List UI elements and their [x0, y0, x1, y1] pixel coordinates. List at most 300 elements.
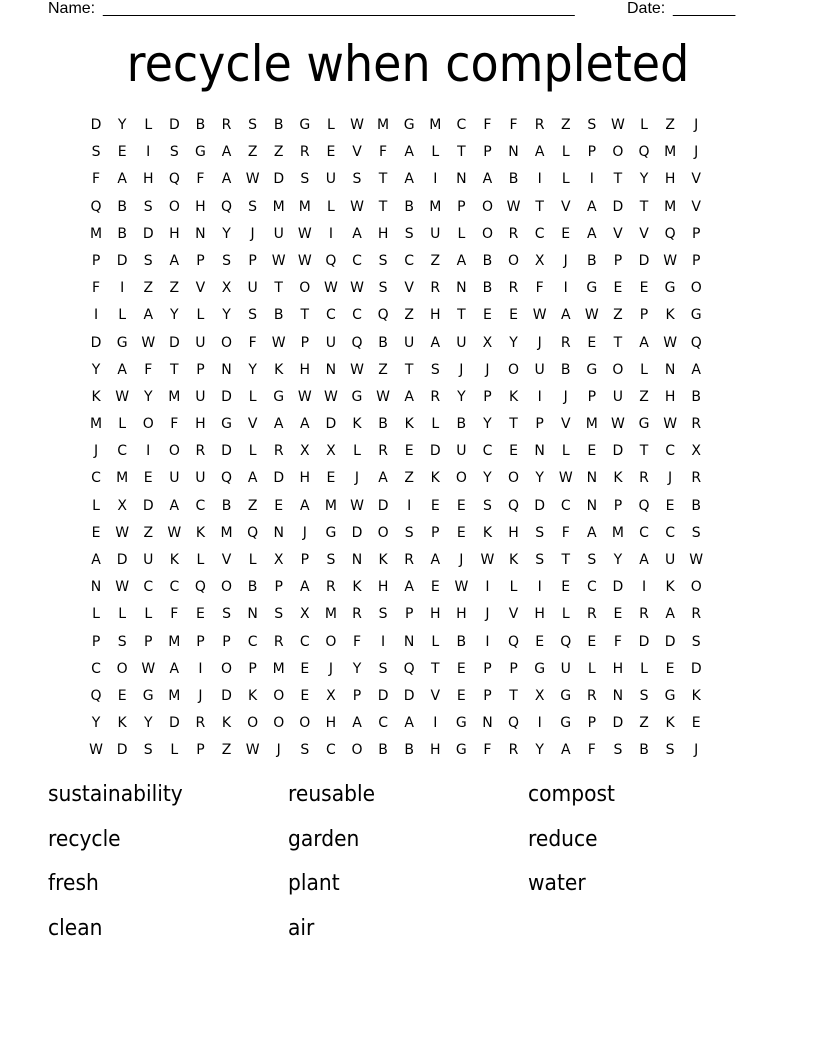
grid-letter[interactable]: P [352, 687, 362, 704]
grid-letter[interactable]: N [403, 633, 415, 650]
date-field[interactable]: _______ [673, 0, 736, 17]
grid-letter[interactable]: C [143, 579, 154, 596]
grid-letter[interactable]: R [195, 443, 206, 460]
grid-letter[interactable]: B [404, 742, 414, 759]
grid-letter[interactable]: V [560, 198, 571, 215]
grid-letter[interactable]: I [537, 171, 542, 188]
grid-letter[interactable]: E [195, 606, 205, 623]
grid-letter[interactable]: V [508, 606, 519, 623]
grid-letter[interactable]: W [271, 334, 286, 351]
grid-letter[interactable]: Y [117, 117, 127, 133]
grid-letter[interactable]: B [482, 280, 493, 297]
grid-letter[interactable]: S [248, 198, 258, 215]
grid-letter[interactable]: S [117, 633, 127, 650]
grid-letter[interactable]: P [587, 388, 597, 405]
grid-letter[interactable]: W [350, 117, 364, 133]
grid-letter[interactable]: G [586, 361, 598, 378]
grid-letter[interactable]: A [639, 552, 649, 568]
grid-letter[interactable]: T [639, 443, 649, 460]
grid-letter[interactable]: P [274, 579, 283, 596]
grid-letter[interactable]: P [300, 552, 310, 568]
grid-letter[interactable]: F [92, 171, 101, 188]
grid-letter[interactable]: E [587, 633, 597, 650]
grid-letter[interactable]: C [326, 742, 336, 759]
grid-letter[interactable]: P [587, 144, 597, 161]
grid-letter[interactable]: W [532, 307, 547, 324]
grid-letter[interactable]: A [456, 252, 467, 269]
grid-letter[interactable]: V [560, 416, 571, 433]
grid-letter[interactable]: E [430, 497, 440, 514]
grid-letter[interactable]: R [508, 280, 519, 297]
grid-letter[interactable]: P [222, 633, 231, 650]
grid-letter[interactable]: I [381, 633, 386, 650]
grid-letter[interactable]: C [639, 524, 649, 541]
grid-letter[interactable]: U [169, 470, 180, 487]
grid-letter[interactable]: O [168, 198, 180, 215]
grid-letter[interactable]: D [325, 416, 337, 433]
grid-letter[interactable]: N [456, 171, 467, 188]
grid-letter[interactable]: T [561, 552, 571, 568]
grid-letter[interactable]: A [404, 715, 414, 732]
grid-letter[interactable]: U [247, 280, 258, 297]
grid-letter[interactable]: L [509, 579, 518, 596]
grid-letter[interactable]: V [195, 280, 206, 297]
grid-letter[interactable]: F [144, 361, 153, 378]
grid-letter[interactable]: A [91, 552, 101, 568]
grid-letter[interactable]: A [404, 388, 414, 405]
grid-letter[interactable]: K [665, 715, 675, 732]
grid-letter[interactable]: A [117, 361, 127, 378]
grid-letter[interactable]: G [455, 742, 467, 759]
grid-letter[interactable]: Z [430, 252, 441, 269]
grid-letter[interactable]: Q [638, 497, 650, 514]
grid-letter[interactable]: W [558, 470, 573, 487]
grid-letter[interactable]: S [430, 361, 440, 378]
grid-letter[interactable]: C [482, 443, 493, 460]
grid-letter[interactable]: G [273, 388, 285, 405]
grid-letter[interactable]: R [586, 606, 597, 623]
grid-letter[interactable]: L [144, 117, 153, 133]
grid-letter[interactable]: W [506, 198, 521, 215]
grid-letter[interactable]: W [350, 198, 364, 215]
grid-letter[interactable]: D [403, 687, 415, 704]
grid-letter[interactable]: E [456, 524, 466, 541]
grid-letter[interactable]: E [535, 633, 545, 650]
grid-letter[interactable]: V [691, 171, 701, 188]
grid-letter[interactable]: C [91, 660, 101, 677]
grid-letter[interactable]: J [302, 524, 307, 541]
grid-letter[interactable]: D [534, 497, 546, 514]
grid-letter[interactable]: Q [351, 334, 363, 351]
grid-letter[interactable]: F [196, 171, 205, 188]
grid-letter[interactable]: E [91, 524, 101, 541]
grid-letter[interactable]: P [691, 225, 701, 242]
grid-letter[interactable]: E [117, 144, 127, 161]
grid-letter[interactable]: C [117, 443, 128, 460]
grid-letter[interactable]: R [430, 280, 441, 297]
grid-letter[interactable]: K [378, 552, 388, 568]
grid-letter[interactable]: C [352, 307, 362, 324]
grid-letter[interactable]: D [142, 497, 154, 514]
grid-letter[interactable]: I [485, 633, 490, 650]
grid-letter[interactable]: A [169, 497, 180, 514]
grid-letter[interactable]: G [534, 660, 546, 677]
grid-letter[interactable]: R [273, 633, 284, 650]
grid-letter[interactable]: A [587, 198, 597, 215]
grid-letter[interactable]: W [297, 252, 312, 269]
grid-letter[interactable]: I [537, 715, 542, 732]
grid-letter[interactable]: B [508, 171, 519, 188]
grid-letter[interactable]: A [352, 225, 362, 242]
grid-letter[interactable]: K [508, 552, 519, 568]
grid-letter[interactable]: O [455, 470, 467, 487]
grid-letter[interactable]: Y [483, 416, 492, 433]
grid-letter[interactable]: Y [457, 388, 466, 405]
grid-letter[interactable]: U [560, 660, 571, 677]
grid-letter[interactable]: E [665, 660, 675, 677]
grid-letter[interactable]: P [483, 687, 492, 704]
grid-letter[interactable]: J [328, 660, 333, 677]
grid-letter[interactable]: I [433, 171, 438, 188]
grid-letter[interactable]: L [196, 552, 205, 568]
grid-letter[interactable]: J [694, 742, 699, 759]
grid-letter[interactable]: P [196, 633, 205, 650]
grid-letter[interactable]: A [221, 144, 232, 161]
grid-letter[interactable]: A [169, 252, 180, 269]
grid-letter[interactable]: D [429, 443, 441, 460]
grid-letter[interactable]: D [377, 687, 389, 704]
grid-letter[interactable]: O [612, 361, 624, 378]
grid-letter[interactable]: C [352, 252, 362, 269]
grid-letter[interactable]: T [378, 198, 388, 215]
grid-letter[interactable]: K [221, 715, 232, 732]
grid-letter[interactable]: M [298, 198, 311, 215]
grid-letter[interactable]: B [456, 416, 467, 433]
grid-letter[interactable]: P [483, 144, 492, 161]
grid-letter[interactable]: Q [690, 334, 702, 351]
grid-letter[interactable]: B [195, 117, 206, 133]
grid-letter[interactable]: Q [194, 579, 206, 596]
grid-letter[interactable]: R [326, 579, 336, 596]
grid-letter[interactable]: S [248, 307, 258, 324]
grid-letter[interactable]: Z [404, 307, 414, 324]
grid-letter[interactable]: U [534, 361, 545, 378]
grid-letter[interactable]: C [665, 443, 675, 460]
grid-letter[interactable]: Y [91, 715, 101, 732]
grid-letter[interactable]: R [273, 443, 284, 460]
grid-letter[interactable]: W [297, 225, 312, 242]
grid-letter[interactable]: C [586, 579, 597, 596]
grid-letter[interactable]: Y [613, 552, 623, 568]
grid-letter[interactable]: L [248, 388, 257, 405]
grid-letter[interactable]: K [665, 307, 675, 324]
grid-letter[interactable]: I [407, 497, 412, 514]
grid-letter[interactable]: P [144, 633, 153, 650]
grid-letter[interactable]: Y [91, 361, 101, 378]
grid-letter[interactable]: L [118, 307, 127, 324]
grid-letter[interactable]: J [563, 252, 568, 269]
grid-letter[interactable]: W [663, 416, 678, 433]
grid-letter[interactable]: V [247, 416, 258, 433]
grid-letter[interactable]: R [534, 117, 545, 133]
grid-letter[interactable]: Z [169, 280, 180, 297]
grid-letter[interactable]: L [92, 606, 100, 623]
grid-letter[interactable]: K [691, 687, 701, 704]
grid-letter[interactable]: Q [325, 252, 337, 269]
grid-letter[interactable]: C [404, 252, 415, 269]
grid-letter[interactable]: L [561, 443, 570, 460]
grid-letter[interactable]: P [483, 388, 492, 405]
grid-letter[interactable]: D [221, 388, 232, 405]
grid-letter[interactable]: T [535, 198, 544, 215]
grid-letter[interactable]: D [142, 225, 154, 242]
grid-letter[interactable]: A [273, 416, 284, 433]
grid-letter[interactable]: M [168, 388, 181, 405]
grid-letter[interactable]: G [586, 280, 598, 297]
grid-letter[interactable]: V [639, 225, 649, 242]
grid-letter[interactable]: E [561, 579, 571, 596]
grid-letter[interactable]: G [455, 715, 467, 732]
grid-letter[interactable]: E [274, 497, 284, 514]
grid-letter[interactable]: K [430, 470, 440, 487]
grid-letter[interactable]: N [534, 443, 545, 460]
grid-letter[interactable]: M [429, 198, 442, 215]
grid-letter[interactable]: H [142, 171, 154, 188]
grid-letter[interactable]: Y [222, 307, 231, 324]
grid-letter[interactable]: H [430, 307, 441, 324]
grid-letter[interactable]: C [169, 579, 180, 596]
grid-letter[interactable]: V [221, 552, 232, 568]
grid-letter[interactable]: A [587, 524, 597, 541]
grid-letter[interactable]: D [612, 198, 624, 215]
grid-letter[interactable]: F [561, 524, 570, 541]
grid-letter[interactable]: R [299, 144, 310, 161]
grid-letter[interactable]: D [612, 443, 624, 460]
grid-letter[interactable]: E [691, 715, 701, 732]
grid-letter[interactable]: M [90, 416, 103, 433]
grid-letter[interactable]: I [485, 579, 490, 596]
grid-letter[interactable]: S [378, 252, 388, 269]
grid-letter[interactable]: O [142, 416, 154, 433]
grid-letter[interactable]: O [508, 252, 520, 269]
grid-letter[interactable]: E [300, 660, 310, 677]
grid-letter[interactable]: L [431, 633, 440, 650]
grid-letter[interactable]: Z [143, 524, 154, 541]
grid-letter[interactable]: H [664, 171, 676, 188]
grid-letter[interactable]: J [459, 552, 464, 568]
grid-letter[interactable]: M [324, 606, 337, 623]
grid-letter[interactable]: M [664, 144, 677, 161]
grid-letter[interactable]: A [534, 144, 545, 161]
grid-letter[interactable]: O [116, 660, 128, 677]
grid-letter[interactable]: M [116, 470, 129, 487]
grid-letter[interactable]: D [377, 497, 389, 514]
grid-letter[interactable]: X [117, 497, 127, 514]
grid-letter[interactable]: M [324, 497, 337, 514]
grid-letter[interactable]: E [456, 497, 466, 514]
grid-letter[interactable]: L [326, 117, 335, 133]
grid-letter[interactable]: O [481, 198, 493, 215]
grid-letter[interactable]: B [691, 388, 701, 405]
grid-letter[interactable]: A [378, 470, 388, 487]
grid-letter[interactable]: W [611, 416, 625, 433]
grid-letter[interactable]: E [587, 334, 597, 351]
grid-letter[interactable]: H [299, 470, 311, 487]
grid-letter[interactable]: A [300, 497, 310, 514]
grid-letter[interactable]: M [429, 117, 442, 133]
grid-letter[interactable]: X [691, 443, 701, 460]
grid-letter[interactable]: L [561, 606, 570, 623]
grid-letter[interactable]: S [143, 198, 153, 215]
grid-letter[interactable]: Y [222, 225, 231, 242]
grid-letter[interactable]: Z [247, 497, 258, 514]
grid-letter[interactable]: Z [613, 307, 623, 324]
grid-letter[interactable]: E [404, 443, 414, 460]
grid-letter[interactable]: S [248, 117, 258, 133]
grid-letter[interactable]: O [690, 280, 702, 297]
grid-letter[interactable]: L [640, 361, 648, 378]
grid-letter[interactable]: K [665, 579, 675, 596]
grid-letter[interactable]: G [299, 117, 311, 133]
grid-letter[interactable]: V [691, 198, 701, 215]
grid-letter[interactable]: I [120, 280, 125, 297]
grid-letter[interactable]: A [430, 334, 441, 351]
grid-letter[interactable]: G [560, 687, 572, 704]
grid-letter[interactable]: U [195, 470, 206, 487]
grid-letter[interactable]: I [537, 388, 542, 405]
grid-letter[interactable]: Y [143, 388, 153, 405]
grid-letter[interactable]: U [404, 334, 415, 351]
grid-letter[interactable]: W [480, 552, 495, 568]
grid-letter[interactable]: U [325, 334, 337, 351]
grid-letter[interactable]: O [168, 443, 180, 460]
grid-letter[interactable]: M [168, 633, 181, 650]
grid-letter[interactable]: O [299, 280, 311, 297]
grid-letter[interactable]: K [169, 552, 179, 568]
grid-letter[interactable]: A [300, 416, 310, 433]
grid-letter[interactable]: R [352, 606, 362, 623]
grid-letter[interactable]: H [612, 660, 624, 677]
grid-letter[interactable]: P [196, 252, 205, 269]
grid-letter[interactable]: M [611, 524, 624, 541]
grid-letter[interactable]: W [454, 579, 469, 596]
grid-letter[interactable]: N [664, 361, 676, 378]
grid-letter[interactable]: V [352, 144, 362, 161]
grid-letter[interactable]: T [509, 416, 518, 433]
grid-letter[interactable]: R [691, 470, 702, 487]
grid-letter[interactable]: J [250, 225, 255, 242]
grid-letter[interactable]: Q [508, 633, 520, 650]
grid-letter[interactable]: I [641, 579, 647, 596]
grid-letter[interactable]: D [168, 117, 180, 133]
grid-letter[interactable]: R [221, 117, 232, 133]
grid-letter[interactable]: W [245, 171, 260, 188]
grid-letter[interactable]: J [485, 606, 490, 623]
grid-letter[interactable]: G [325, 524, 337, 541]
grid-letter[interactable]: E [639, 280, 649, 297]
grid-letter[interactable]: B [378, 742, 388, 759]
grid-letter[interactable]: P [613, 252, 623, 269]
grid-letter[interactable]: Y [639, 171, 649, 188]
grid-letter[interactable]: L [326, 198, 335, 215]
grid-letter[interactable]: O [273, 715, 285, 732]
grid-letter[interactable]: J [694, 144, 699, 161]
grid-letter[interactable]: B [117, 198, 127, 215]
grid-letter[interactable]: A [117, 171, 127, 188]
grid-letter[interactable]: N [586, 497, 598, 514]
grid-letter[interactable]: E [483, 307, 492, 324]
grid-letter[interactable]: W [663, 334, 678, 351]
grid-letter[interactable]: D [612, 579, 624, 596]
grid-letter[interactable]: S [352, 171, 362, 188]
grid-letter[interactable]: T [613, 334, 623, 351]
grid-letter[interactable]: K [195, 524, 206, 541]
grid-letter[interactable]: N [221, 361, 232, 378]
grid-letter[interactable]: P [483, 660, 492, 677]
grid-letter[interactable]: D [116, 742, 128, 759]
grid-letter[interactable]: I [433, 715, 438, 732]
grid-letter[interactable]: T [378, 171, 388, 188]
grid-letter[interactable]: S [300, 742, 310, 759]
grid-letter[interactable]: T [639, 198, 649, 215]
grid-letter[interactable]: O [351, 742, 363, 759]
grid-letter[interactable]: E [117, 687, 127, 704]
grid-letter[interactable]: F [92, 280, 101, 297]
grid-letter[interactable]: J [563, 388, 568, 405]
grid-letter[interactable]: R [195, 715, 206, 732]
grid-letter[interactable]: C [534, 225, 545, 242]
grid-letter[interactable]: L [118, 606, 127, 623]
grid-letter[interactable]: Z [143, 280, 154, 297]
grid-letter[interactable]: S [274, 606, 284, 623]
grid-letter[interactable]: O [508, 470, 520, 487]
grid-letter[interactable]: B [404, 198, 414, 215]
grid-letter[interactable]: D [90, 117, 102, 133]
grid-letter[interactable]: S [691, 524, 701, 541]
grid-letter[interactable]: P [248, 252, 257, 269]
grid-letter[interactable]: B [273, 117, 284, 133]
grid-letter[interactable]: B [247, 579, 258, 596]
grid-letter[interactable]: P [196, 742, 205, 759]
grid-letter[interactable]: H [169, 225, 180, 242]
grid-letter[interactable]: I [93, 307, 99, 324]
grid-letter[interactable]: P [91, 633, 101, 650]
grid-letter[interactable]: X [534, 687, 545, 704]
grid-letter[interactable]: O [508, 361, 520, 378]
grid-letter[interactable]: G [638, 416, 650, 433]
grid-letter[interactable]: Q [377, 307, 389, 324]
grid-letter[interactable]: U [664, 552, 676, 568]
grid-letter[interactable]: W [297, 388, 312, 405]
grid-letter[interactable]: T [457, 144, 466, 161]
grid-letter[interactable]: Q [508, 715, 520, 732]
grid-letter[interactable]: J [537, 334, 542, 351]
grid-letter[interactable]: A [560, 742, 571, 759]
grid-letter[interactable]: K [482, 524, 493, 541]
grid-letter[interactable]: D [664, 633, 676, 650]
grid-letter[interactable]: O [481, 225, 493, 242]
grid-letter[interactable]: E [456, 687, 466, 704]
grid-letter[interactable]: F [535, 280, 544, 297]
grid-letter[interactable]: O [690, 579, 702, 596]
grid-letter[interactable]: L [561, 144, 570, 161]
grid-letter[interactable]: W [323, 280, 338, 297]
grid-letter[interactable]: U [195, 334, 206, 351]
grid-letter[interactable]: Q [508, 497, 520, 514]
grid-letter[interactable]: A [404, 144, 414, 161]
grid-letter[interactable]: P [248, 660, 257, 677]
grid-letter[interactable]: A [639, 334, 649, 351]
